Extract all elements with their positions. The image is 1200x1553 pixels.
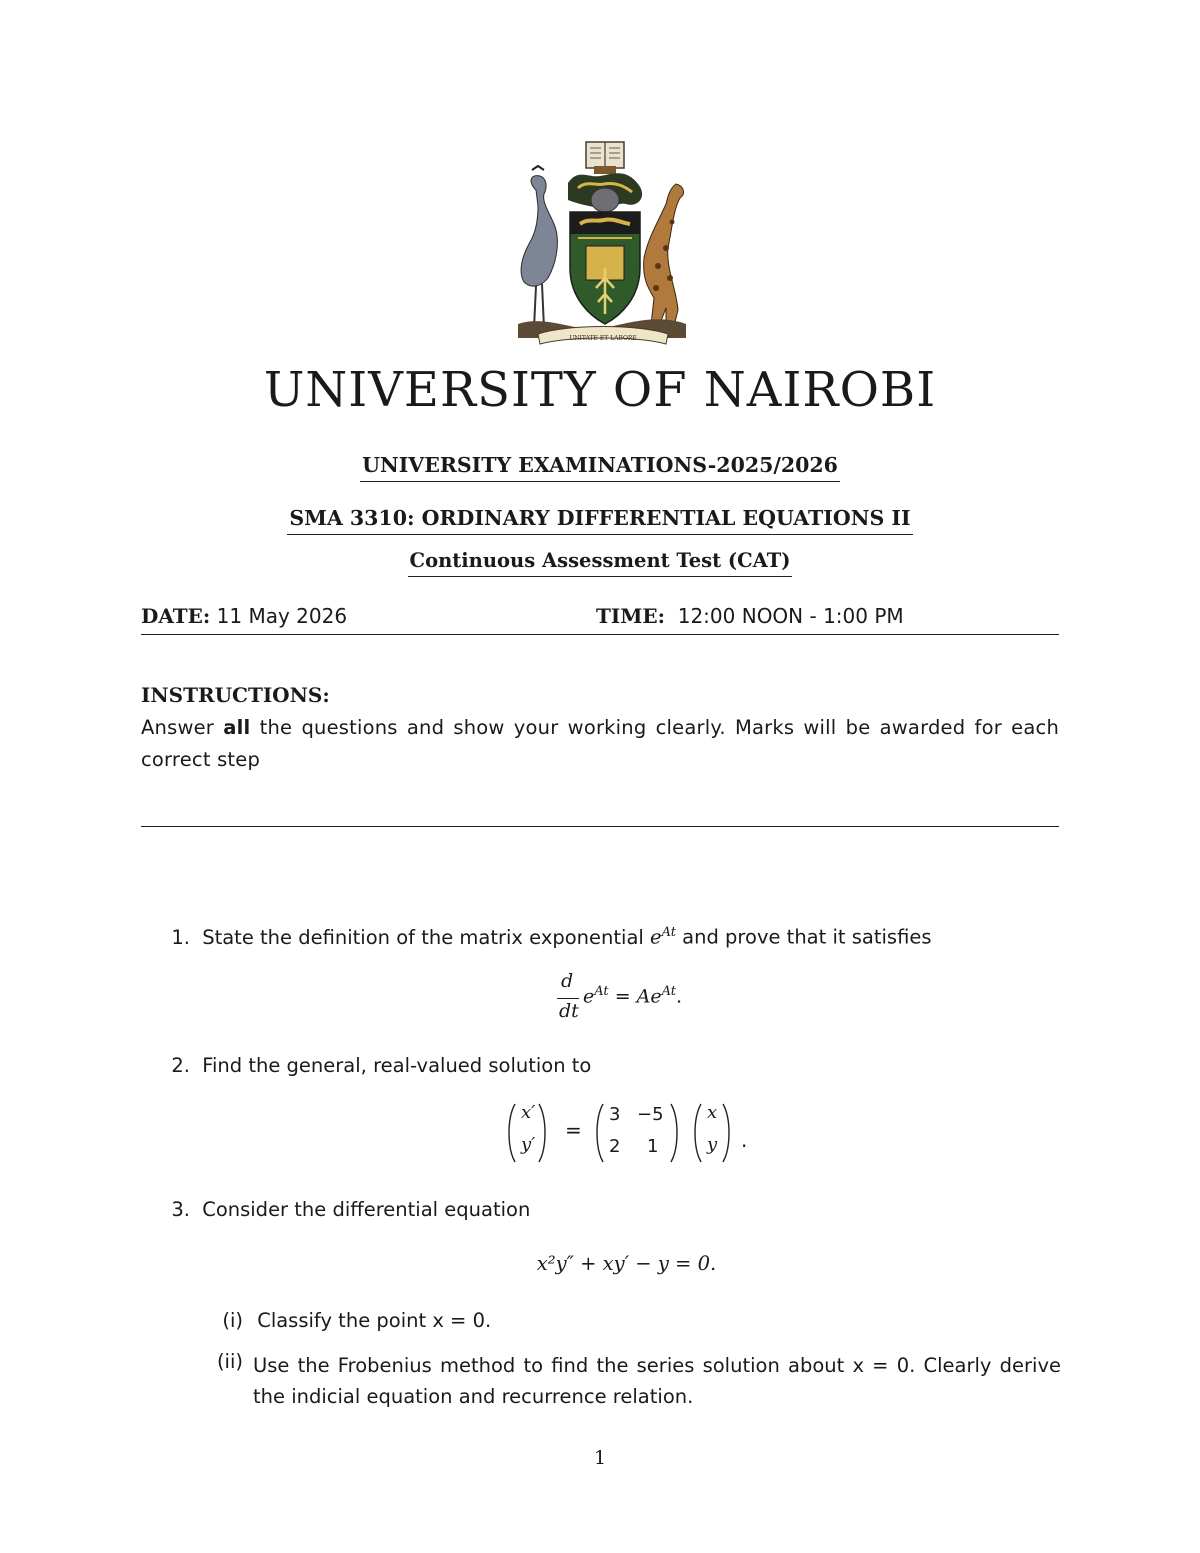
- crest-motto-text: UNITATE ET LABORE: [569, 335, 637, 342]
- book-icon: [586, 142, 624, 174]
- matrix-cell: 2: [609, 1136, 621, 1157]
- page-number: 1: [593, 1447, 607, 1469]
- matrix-cell: 1: [647, 1136, 659, 1157]
- q1-derivative-equation: d dt $e^{At} = Ae^{At}$.: [559, 970, 683, 1022]
- left-paren-icon: [593, 1102, 605, 1164]
- left-paren-icon: [505, 1102, 517, 1164]
- giraffe-icon: [644, 184, 684, 334]
- matrix-cell: 3: [609, 1104, 621, 1125]
- question-3: 3. Consider the differential equation: [171, 1198, 531, 1221]
- instructions-heading: INSTRUCTIONS:: [141, 683, 330, 707]
- q2-matrix-equation: x′ y′ = 3 −5 2 1 x y .: [505, 1098, 765, 1170]
- date-time-row: [141, 604, 1059, 635]
- matrix-cell: −5: [637, 1104, 664, 1125]
- left-paren-icon: [691, 1102, 703, 1164]
- right-paren-icon: [537, 1102, 549, 1164]
- exam-session-heading: UNIVERSITY EXAMINATIONS-2025/2026: [0, 453, 1200, 477]
- course-title-heading: SMA 3310: ORDINARY DIFFERENTIAL EQUATIONS II: [0, 506, 1200, 530]
- time-field: TIME: 12:00 NOON - 1:00 PM: [596, 604, 904, 628]
- university-crest-logo: [508, 138, 694, 350]
- university-title: UNIVERSITY OF NAIROBI: [263, 362, 937, 418]
- question-2: 2. Find the general, real-valued solution to: [171, 1054, 592, 1077]
- q3-differential-equation: x²y″ + xy′ − y = 0.: [536, 1252, 717, 1275]
- crane-icon: [521, 166, 557, 328]
- right-paren-icon: [669, 1102, 681, 1164]
- section-divider: [141, 826, 1059, 827]
- question-1: 1. State the definition of the matrix exponential $e^{At}$ and prove that it satisfies: [171, 925, 932, 949]
- instructions-text: Answer all the questions and show your working clearly. Marks will be awarded for each correct step: [141, 716, 1059, 771]
- right-paren-icon: [721, 1102, 733, 1164]
- test-type-heading: Continuous Assessment Test (CAT): [0, 549, 1200, 572]
- date-field: DATE: 11 May 2026: [141, 604, 348, 628]
- q3-part-i: (i) Classify the point x = 0.: [222, 1309, 492, 1332]
- shield-icon: [570, 212, 640, 324]
